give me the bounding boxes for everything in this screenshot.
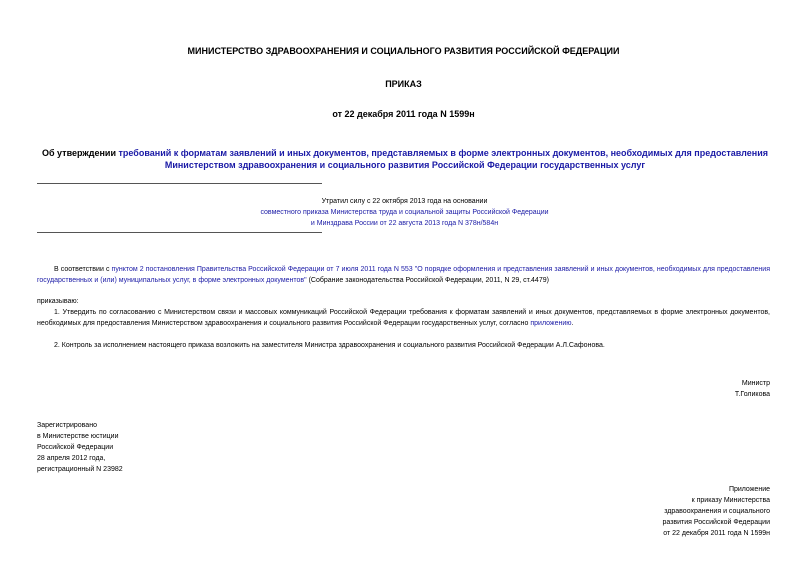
divider-bottom (37, 232, 322, 233)
document-date-number: от 22 декабря 2011 года N 1599н (332, 109, 475, 119)
lapse-line-1: Утратил силу с 22 октября 2013 года на основании (321, 198, 488, 205)
order-item-1-text: 1. Утвердить по согласованию с Министерством связи и массовых коммуникаций Российской Федерации требования к форматам заявлений и иных документов, представляемых в форме электронных документов, необходимых для предоставления Министерством здравоохранения и социального развития Российской Федерации государственных услуг, согласно (37, 309, 770, 327)
signature-position: Министр (741, 380, 770, 387)
lapse-notice (180, 196, 629, 229)
registration-line: в Министерстве юстиции (37, 433, 119, 440)
document-title (30, 147, 780, 171)
preamble-prefix: В соответствии с (54, 266, 112, 273)
appendix-line: Приложение (728, 486, 770, 493)
appendix-link[interactable]: приложению (530, 320, 572, 327)
registration-line: регистрационный N 23982 (37, 466, 123, 473)
appendix-line: к приказу Министерства (691, 497, 770, 504)
appendix-line: развития Российской Федерации (662, 519, 770, 526)
preamble-paragraph (37, 264, 770, 286)
registration-line: Российской Федерации (37, 444, 114, 451)
registration-line: Зарегистрировано (37, 422, 97, 429)
preamble-link[interactable]: пунктом 2 постановления Правительства Российской Федерации от 7 июля 2011 года N 553 "О порядке оформления и представления заявлений и иных документов, необходимых для предоставления государственных и (или) муниципальных услуг, в форме электронных документов" (37, 266, 770, 284)
lapse-link-line-2[interactable]: совместного приказа Министерства труда и социальной защиты Российской Федерации (260, 209, 549, 216)
signature-block (600, 378, 770, 400)
title-prefix: Об утверждении (42, 148, 119, 158)
document-type-heading: ПРИКАЗ (385, 79, 422, 89)
appendix-line: от 22 декабря 2011 года N 1599н (663, 530, 770, 537)
ministry-heading: МИНИСТЕРСТВО ЗДРАВООХРАНЕНИЯ И СОЦИАЛЬНОГО РАЗВИТИЯ РОССИЙСКОЙ ФЕДЕРАЦИИ (187, 46, 620, 56)
title-link[interactable]: требований к форматам заявлений и иных документов, представляемых в форме электронных документов, необходимых для предоставления Министерством здравоохранения и социального развития Российской Федерации государственных услуг (118, 148, 768, 170)
registration-block (37, 420, 237, 475)
appendix-block (560, 484, 770, 539)
order-item-1-end: . (571, 320, 574, 327)
order-item-2: 2. Контроль за исполнением настоящего приказа возложить на заместителя Министра здравоохранения и социального развития Российской Федерации А.Л.Сафонова. (54, 342, 605, 349)
registration-line: 28 апреля 2012 года, (37, 455, 106, 462)
divider-top (37, 183, 322, 184)
order-word: приказываю: (37, 298, 79, 305)
order-item-1 (37, 307, 770, 329)
signature-name: Т.Голикова (734, 391, 770, 398)
lapse-link-line-3[interactable]: и Минздрава России от 22 августа 2013 года N 378н/584н (310, 220, 499, 227)
appendix-line: здравоохранения и социального (664, 508, 770, 515)
preamble-suffix: (Собрание законодательства Российской Федерации, 2011, N 29, ст.4479) (306, 277, 549, 284)
